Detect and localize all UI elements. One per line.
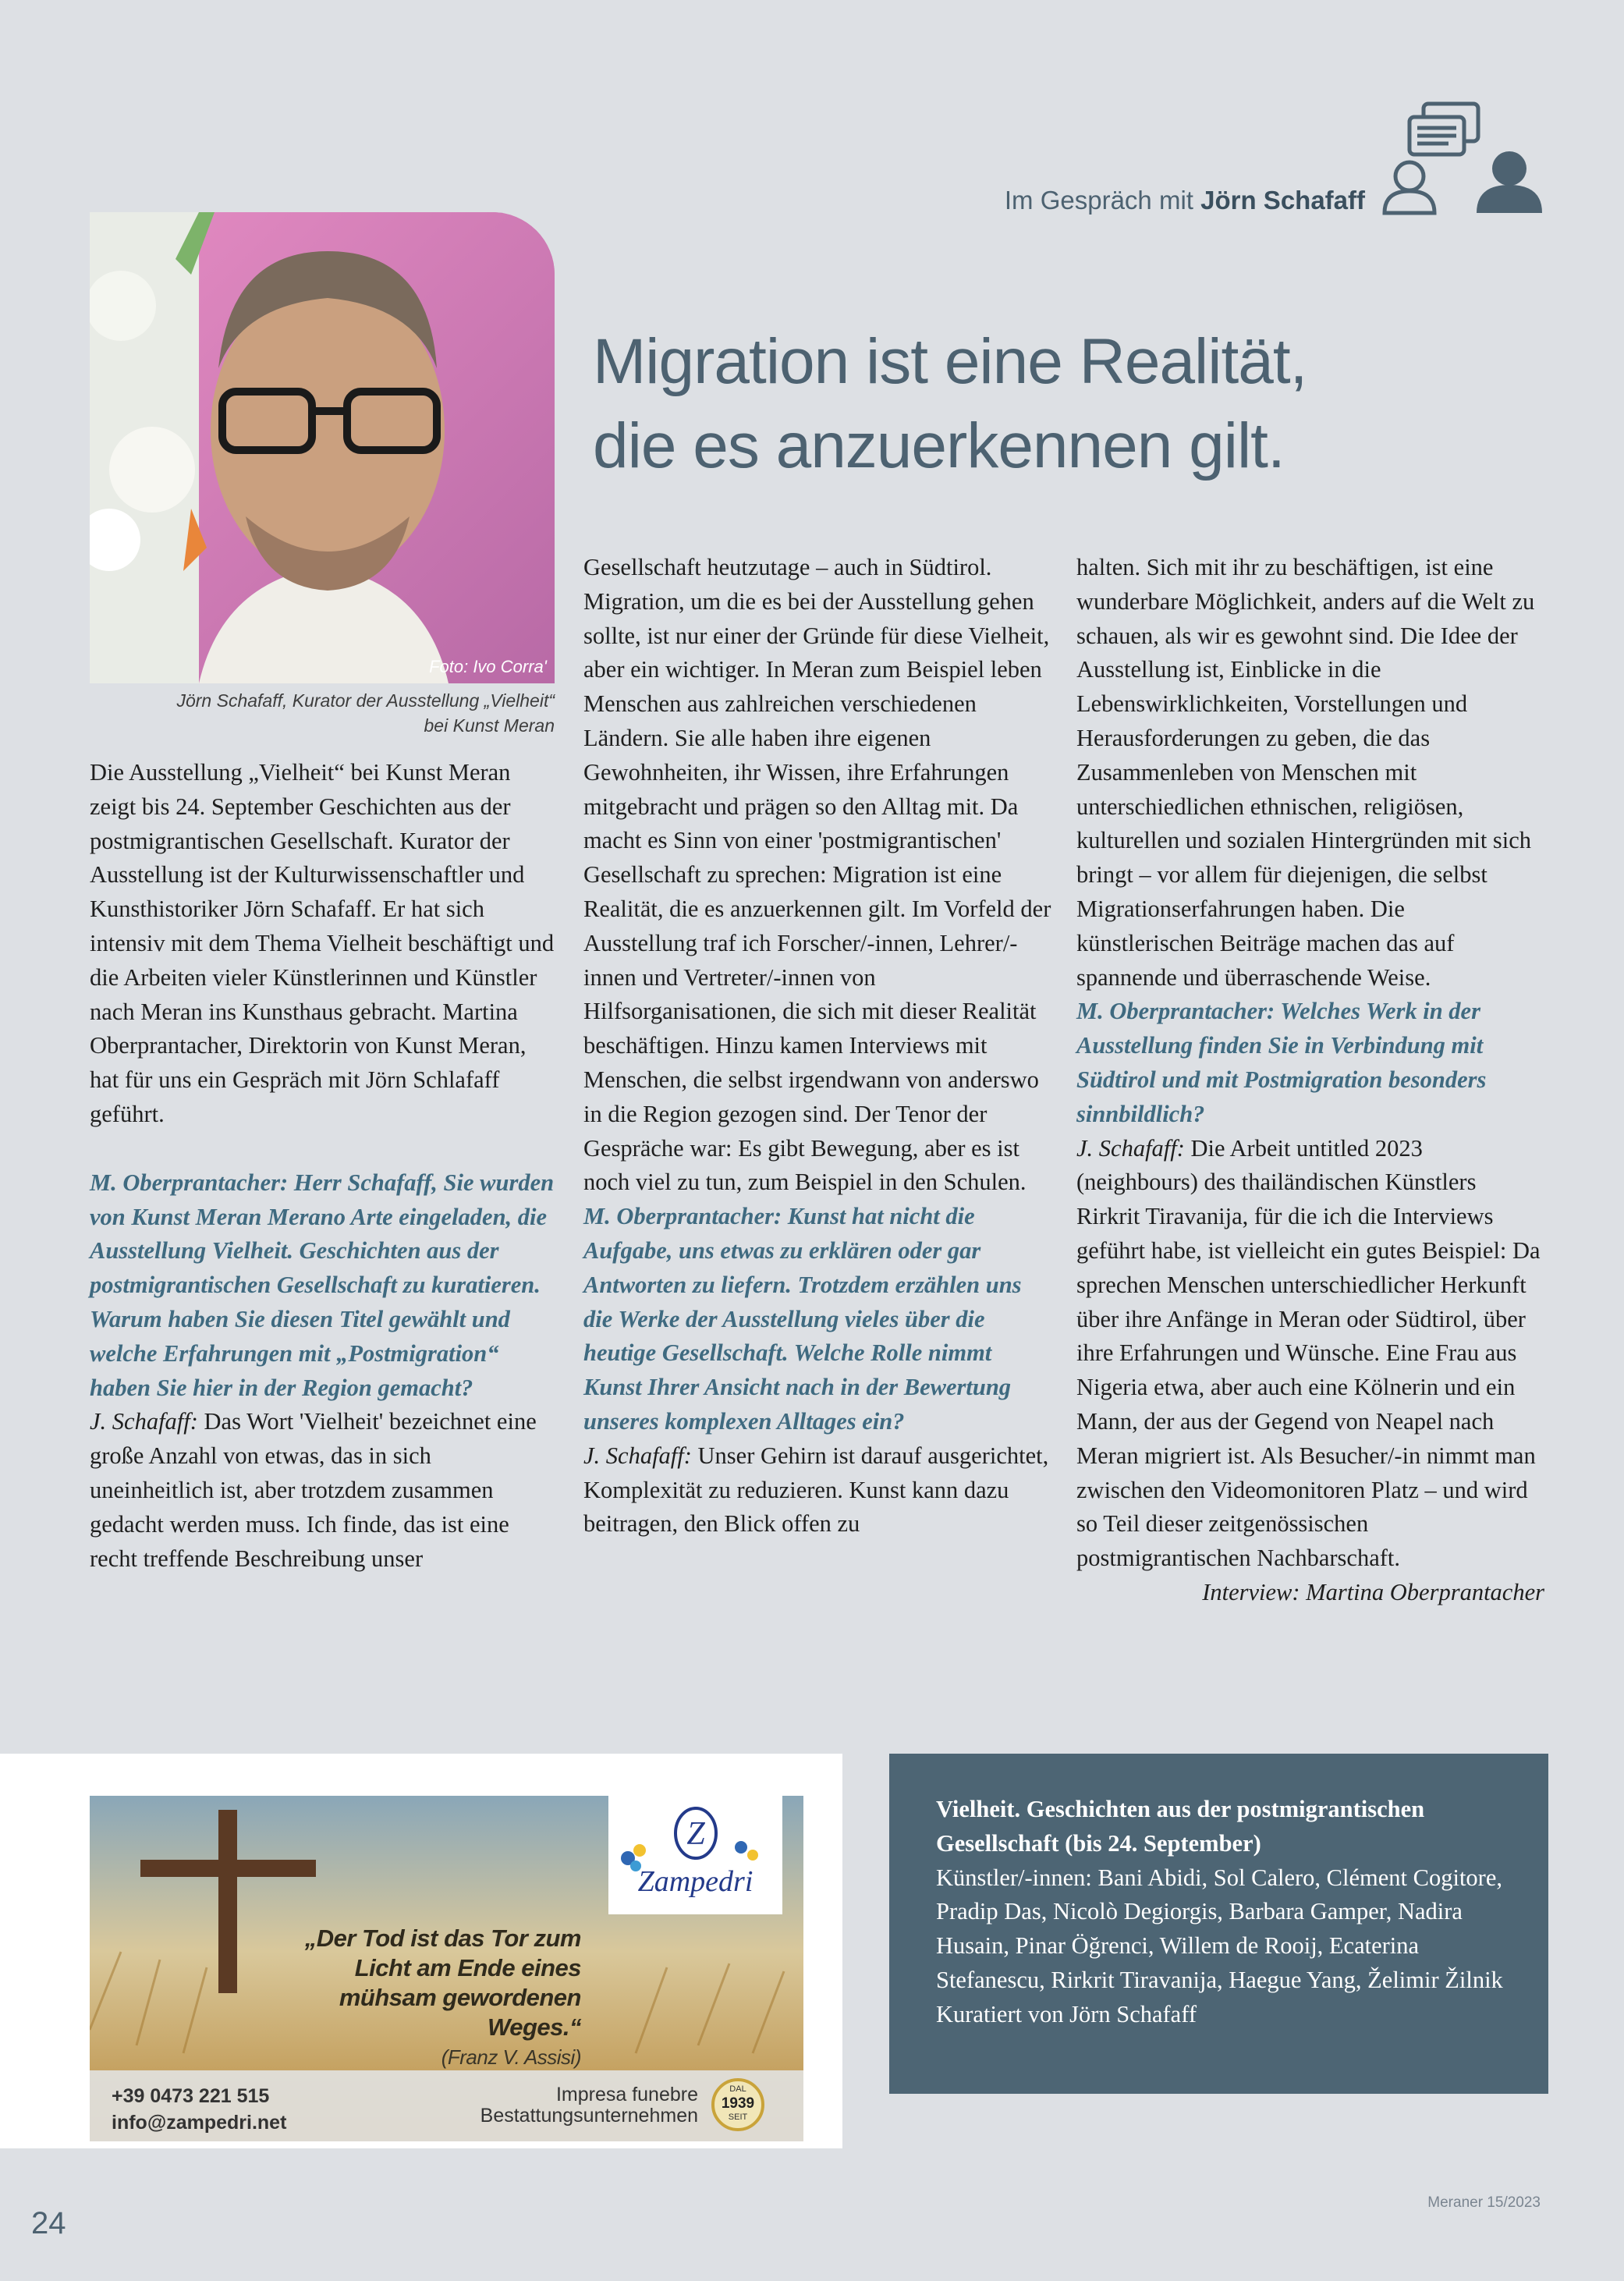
company-line: Impresa funebre (555, 2084, 698, 2105)
interview-answer (583, 1439, 1051, 1541)
answer-continued: halten. Sich mit ihr zu beschäftigen, ist eine wunderbare Möglichkeit, anders auf die Welt zu schauen, als wir es gewohnt sind. Die Idee der Ausstellung ist, Einblicke in die Lebenswirklichkeiten, Vorstellungen und Herausforderungen zu geben, die das Zusammenleben von Menschen mit unterschiedlichen ethnischen, religiösen, kulturellen und sozialen Hintergründen mit sich bringt – vor allem für diejenigen, die selbst Migrationserfahrungen haben. Die künstlerischen Beiträge machen das auf spannende und überraschende Weise. (1076, 554, 1535, 991)
interview-answer (1076, 1132, 1544, 1576)
quote-author: (Franz V. Assisi) (441, 2045, 581, 2069)
intro-paragraph: Die Ausstellung „Vielheit“ bei Kunst Meran zeigt bis 24. September Geschichten aus der postmigrantischen Gesellschaft. Kurator der Ausstellung ist der Kulturwissenschaftler und Kunsthistoriker Jörn Schafaff. Er hat sich intensiv mit dem Thema Vielheit beschäftigt und die Arbeiten vieler Künstlerinnen und Künstler nach Meran ins Kunsthaus gebracht. Martina Oberprantacher, Direktorin von Kunst Meran, hat für uns ein Gespräch mit Jörn Schlafaff geführt. (90, 759, 555, 1127)
logo-wordmark: Zampedri (637, 1865, 753, 1898)
info-curator: Kuratiert von Jörn Schafaff (936, 2000, 1197, 2027)
advertisement[interactable] (90, 1796, 803, 2141)
quote-text: „Der Tod ist das Tor zum Licht am Ende eines mühsam gewordenen Weges.“ (304, 1924, 581, 2041)
info-artists: Künstler/-innen: Bani Abidi, Sol Calero, Clément Cogitore, Pradip Das, Nicolò Degiorgis, Barbara Gamper, Nadira Husain, Pinar Öğrenci, Willem de Rooij, Ecaterina Stefanescu, Rirkrit Tiravanija, Haegue Yang, Želimir Žilnik (936, 1864, 1503, 1993)
ad-company (441, 2084, 698, 2127)
section-label-name: Jörn Schafaff (1200, 186, 1365, 215)
headline-line: Migration ist eine Realität, (593, 326, 1307, 397)
zampedri-logo (608, 1796, 782, 1914)
interview-question: M. Oberprantacher: Kunst hat nicht die Aufgabe, uns etwas zu erklären oder gar Antworten zu liefern. Trotzdem erzählen uns die Werke der Ausstellung vieles über die heutige Gesellschaft. Welche Rolle nimmt Kunst Ihrer Ansicht nach in der Bewertung unseres komplexen Alltages ein? (583, 1203, 1022, 1435)
conversation-icon (1377, 100, 1548, 217)
photo-caption-line: bei Kunst Meran (424, 715, 555, 736)
info-title: Vielheit. Geschichten aus der postmigrantischen Gesellschaft (bis 24. September) (936, 1796, 1425, 1857)
interview-question: M. Oberprantacher: Welches Werk in der Ausstellung finden Sie in Verbindung mit Südtirol und mit Postmigration besonders sinnbildlich? (1076, 998, 1487, 1127)
photo-caption-line: Jörn Schafaff, Kurator der Ausstellung „Vielheit“ (176, 690, 555, 711)
portrait-photo (90, 212, 555, 683)
section-label-prefix: Im Gespräch mit (1004, 186, 1193, 215)
speaker-label: J. Schafaff: (1076, 1134, 1185, 1162)
company-line: Bestattungsunternehmen (480, 2105, 698, 2127)
info-text (936, 1793, 1513, 2032)
badge-year: 1939 (721, 2095, 755, 2112)
photo-caption (90, 688, 555, 738)
answer-text: Das Wort 'Vielheit' bezeichnet eine große Anzahl von etwas, das in sich uneinheitlich ist, aber trotzdem zusammen gedacht werden muss. Ich finde, das ist eine recht treffende Beschreibung unser (90, 1408, 537, 1572)
ad-phone[interactable]: +39 0473 221 515 (112, 2085, 270, 2107)
article-column-1 (90, 756, 558, 1576)
headline-line: die es anzuerkennen gilt. (593, 410, 1285, 481)
answer-text: Unser Gehirn ist darauf ausgerichtet, Komplexität zu reduzieren. Kunst kann dazu beitragen, den Blick offen zu (583, 1442, 1049, 1538)
speaker-label: J. Schafaff: (583, 1442, 692, 1469)
since-1939-badge (710, 2077, 766, 2133)
ad-email[interactable]: info@zampedri.net (112, 2112, 287, 2134)
badge-bottom: SEIT (728, 2112, 748, 2122)
photo-credit: Foto: Ivo Corra' (429, 657, 547, 676)
headline (593, 320, 1529, 488)
article-column-3 (1076, 551, 1544, 1610)
speaker-label: J. Schafaff: (90, 1408, 198, 1435)
page-number: 24 (31, 2206, 66, 2240)
ad-quote (254, 1924, 581, 2072)
section-label (991, 186, 1365, 215)
answer-text: Die Arbeit untitled 2023 (neighbours) des thailändischen Künstlers Rirkrit Tiravanija, für die ich die Interviews geführt habe, ist vielleicht ein gutes Beispiel: Da sprechen Menschen unterschiedlicher Herkunft über ihre Anfänge in Meran oder Südtirol, über ihre Erfahrungen und Wünsche. Eine Frau aus Nigeria etwa, aber auch eine Kölnerin und ein Mann, der aus der Gegend von Neapel nach Meran migriert ist. Als Besucher/-in nimmt man zwischen den Videomonitoren Platz – und wird so Teil dieser zeitgenössischen postmigrantischen Nachbarschaft. (1076, 1134, 1541, 1572)
exhibition-info-box (889, 1754, 1548, 2094)
interview-signature: Interview: Martina Oberprantacher (1202, 1578, 1544, 1605)
answer-continued: Gesellschaft heutzutage – auch in Südtirol. Migration, um die es bei der Ausstellung gehen sollte, ist nur einer der Gründe für diese Vielheit, aber ein wichtiger. In Meran zum Beispiel leben Menschen aus zahlreichen verschiedenen Ländern. Sie alle haben ihre eigenen Gewohnheiten, ihr Wissen, ihre Erfahrungen mitgebracht und prägen so den Alltag mit. Da macht es Sinn von einer 'postmigrantischen' Gesellschaft zu sprechen: Migration ist eine Realität, die es anzuerkennen gilt. Im Vorfeld der Ausstellung traf ich Forscher/-innen, Lehrer/-innen und Vertreter/-innen von Hilfsorganisationen, die sich mit dieser Realität beschäftigen. Hinzu kamen Interviews mit Menschen, die selbst irgendwann von anderswo in die Region gezogen sind. Der Tenor der Gespräche war: Es gibt Bewegung, aber es ist noch viel zu tun, zum Beispiel in den Schulen. (583, 554, 1051, 1196)
svg-text:Z: Z (686, 1816, 705, 1852)
issue-label: Meraner 15/2023 (1427, 2194, 1541, 2211)
ad-contact (112, 2083, 286, 2136)
interview-answer (90, 1405, 558, 1576)
badge-top: DAL (729, 2084, 746, 2094)
article-column-2 (583, 551, 1051, 1541)
interview-question: M. Oberprantacher: Herr Schafaff, Sie wurden von Kunst Meran Merano Arte eingeladen, die Ausstellung Vielheit. Geschichten aus der postmigrantischen Gesellschaft zu kuratieren. Warum haben Sie diesen Titel gewählt und welche Erfahrungen mit „Postmigration“ haben Sie hier in der Region gemacht? (90, 1169, 555, 1401)
